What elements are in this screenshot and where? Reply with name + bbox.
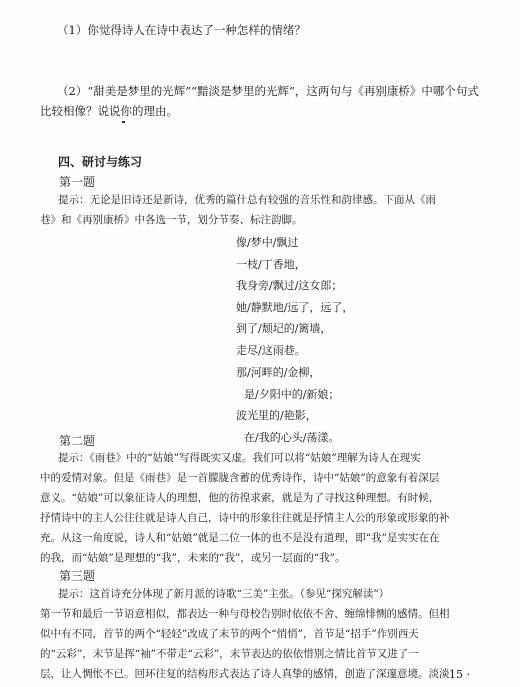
exercise-3-line: 似中有不同，首节的两个“轻轻”改成了末节的两个“悄悄”，首节是“招手”作别西天 — [40, 628, 419, 640]
exercise-3-line: 的“云彩”，末节是挥“袖”不带走“云彩”，末节表达的依依惜别之情比首节又进了一 — [40, 648, 419, 660]
poem-line: 我身旁/飘过/这女郎； — [236, 279, 343, 292]
exercise-3-line: 层，让人惆怅不已。回环往复的结构形式表达了诗人真挚的感情，创造了深邃意境。淡淡 — [40, 668, 450, 680]
section-heading: 四、研讨与练习 — [58, 155, 143, 169]
exercise-1-line: 提示：无论是旧诗还是新诗，优秀的篇什总有较强的音乐性和韵律感。下面从《雨 — [58, 194, 436, 206]
exercise-2-line: 中的爱情对象。但是《雨巷》是一首朦胧含蓄的优秀诗作，诗中“姑娘”的意象有着深层 — [40, 472, 440, 484]
exercise-2-line: 的我，而“姑娘”是理想的“我”，未来的“我”，或另一层面的“我”。 — [40, 552, 346, 564]
exercise-2-title: 第二题 — [59, 434, 96, 448]
poem-line: 是/夕阳中的/新娘； — [244, 387, 340, 401]
exercise-2-hint — [40, 448, 492, 568]
exercise-2-line: 抒情诗中的主人公往往就是诗人自己，诗中的形象往往就是抒情主人公的形象或形象的补 — [40, 512, 450, 524]
exercise-2-line: 充。从这一角度说，诗人和“姑娘”就是二位一体的也不是没有道理，即“我”是实实在在 — [40, 532, 440, 544]
exercise-3-line: 第一节和最后一节语意相似，都表达一种与母校告别时依依不舍、缠绵悱恻的感情。但相 — [40, 608, 450, 620]
stray-mark — [122, 121, 125, 123]
exercise-1-title: 第一题 — [59, 175, 96, 189]
exercise-3-line: 提示：这首诗充分体现了新月派的诗歌“三美”主张。（参见“探究解读”） — [58, 588, 390, 600]
exercise-1-line: 巷》和《再别康桥》中各选一节，划分节奏、标注韵脚。 — [40, 214, 303, 226]
exercise-1-hint — [40, 190, 492, 230]
poem-line: 像/梦中/飘过 — [236, 236, 299, 249]
poem-line: 她/静默地/远了，远了， — [236, 300, 354, 314]
poem-line: 到了/颓圮的/篱墙， — [236, 322, 332, 335]
exercise-2-line: 意义。“姑娘”可以象征诗人的理想，他的彷徨求索，就是为了寻找这种理想。有时候， — [40, 492, 440, 504]
question-2-line-1: （2）“甜美是梦里的光辉”“黯淡是梦里的光辉”，这两句与《再别康桥》中哪个句式 — [57, 84, 479, 98]
page-number: · 15 · — [442, 668, 470, 681]
poem-line: 在/我的心头/荡漾。 — [244, 430, 340, 444]
exercise-3-title: 第三题 — [59, 569, 96, 583]
exercise-2-line: 提示：《雨巷》中的“姑娘”写得既实又虚。我们可以将“姑娘”理解为诗人在现实 — [58, 452, 421, 464]
poem-rain-alley — [236, 232, 353, 361]
poem-line: 走尽/这雨巷。 — [236, 343, 306, 357]
poem-line: 波光里的/艳影， — [236, 409, 317, 422]
question-2-line-2: 比较相像？说说你的理由。 — [40, 104, 178, 118]
poem-line: 一枝/丁香地， — [236, 257, 306, 271]
exercise-3-hint — [40, 584, 492, 684]
question-1: （1）你觉得诗人在诗中表达了一种怎样的情绪？ — [57, 23, 306, 37]
poem-farewell-cambridge — [236, 362, 339, 448]
poem-line: 那/河畔的/金柳， — [236, 366, 321, 379]
